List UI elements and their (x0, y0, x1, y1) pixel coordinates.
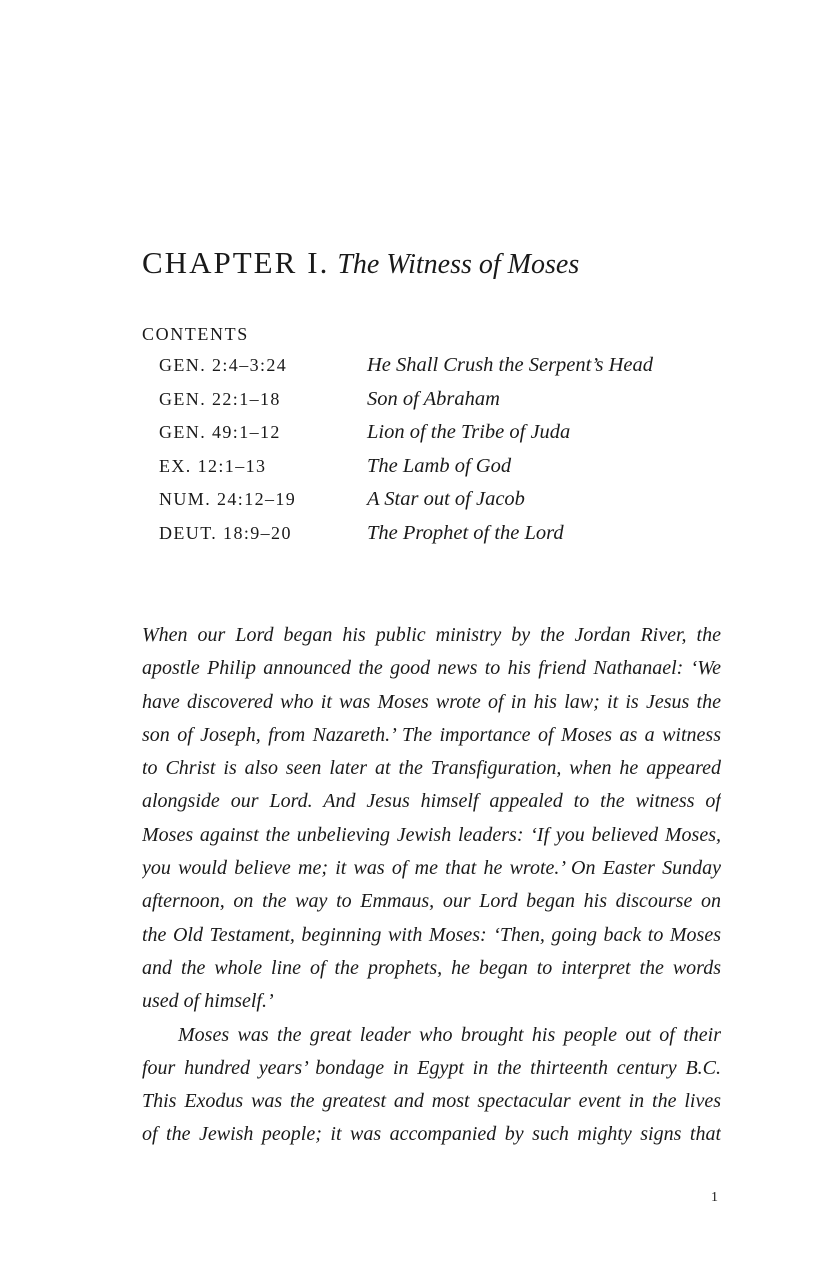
body-text (142, 619, 721, 1152)
contents-list (159, 354, 653, 555)
contents-item (159, 522, 653, 556)
text-line: This Exodus was the greatest and most spectacular event in the lives (142, 1090, 721, 1113)
section-title: A Star out of Jacob (367, 488, 525, 510)
paragraph (142, 1019, 721, 1152)
contents-item (159, 354, 653, 388)
scripture-reference: EX. 12:1–13 (159, 455, 267, 476)
contents-item (159, 421, 653, 455)
text-line: have discovered who it was Moses wrote of in his law; it is Jesus the (142, 690, 721, 713)
contents-item (159, 455, 653, 489)
text-line: used of himself.’ (142, 990, 274, 1013)
text-line: alongside our Lord. And Jesus himself appealed to the witness of (142, 790, 721, 813)
text-line: and the whole line of the prophets, he began to interpret the words (142, 956, 721, 979)
text-line: apostle Philip announced the good news to his friend Nathanael: ‘We (142, 657, 721, 680)
section-title: The Prophet of the Lord (367, 521, 564, 544)
scripture-reference: GEN. 49:1–12 (159, 422, 281, 442)
text-line: afternoon, on the way to Emmaus, our Lord began his discourse on (142, 890, 721, 913)
section-title: Lion of the Tribe of Juda (367, 421, 571, 443)
contents-label: CONTENTS (142, 324, 249, 344)
scripture-reference: DEUT. 18:9–20 (159, 522, 292, 543)
text-line: When our Lord began his public ministry by the Jordan River, the (142, 624, 721, 646)
chapter-number: I. (307, 245, 330, 280)
scripture-reference: GEN. 2:4–3:24 (159, 355, 288, 375)
text-line: Moses against the unbelieving Jewish leaders: ‘If you believed Moses, (142, 823, 721, 846)
page-number: 1 (711, 1190, 718, 1205)
section-title: The Lamb of God (367, 454, 512, 477)
contents-item (159, 488, 653, 522)
text-line: of the Jewish people; it was accompanied by such mighty signs that (142, 1123, 721, 1146)
chapter-title: The Witness of Moses (337, 249, 580, 280)
section-title: Son of Abraham (367, 387, 500, 410)
scripture-reference: GEN. 22:1–18 (159, 388, 281, 409)
scripture-reference: NUM. 24:12–19 (159, 489, 297, 509)
text-line: Moses was the great leader who brought his people out of their (178, 1023, 721, 1046)
text-line: you would believe me; it was of me that he wrote.’ On Easter Sunday (142, 857, 721, 880)
chapter-heading (142, 244, 579, 281)
contents-item (159, 388, 653, 422)
text-line: to Christ is also seen later at the Transfiguration, when he appeared (142, 757, 721, 780)
text-line: son of Joseph, from Nazareth.’ The importance of Moses as a witness (142, 723, 721, 746)
text-line: four hundred years’ bondage in Egypt in the thirteenth century B.C. (142, 1056, 721, 1079)
text-line: the Old Testament, beginning with Moses: ‘Then, going back to Moses (142, 923, 721, 946)
section-title: He Shall Crush the Serpent’s Head (367, 354, 654, 376)
chapter-label: CHAPTER (142, 245, 298, 280)
paragraph (142, 619, 721, 1019)
